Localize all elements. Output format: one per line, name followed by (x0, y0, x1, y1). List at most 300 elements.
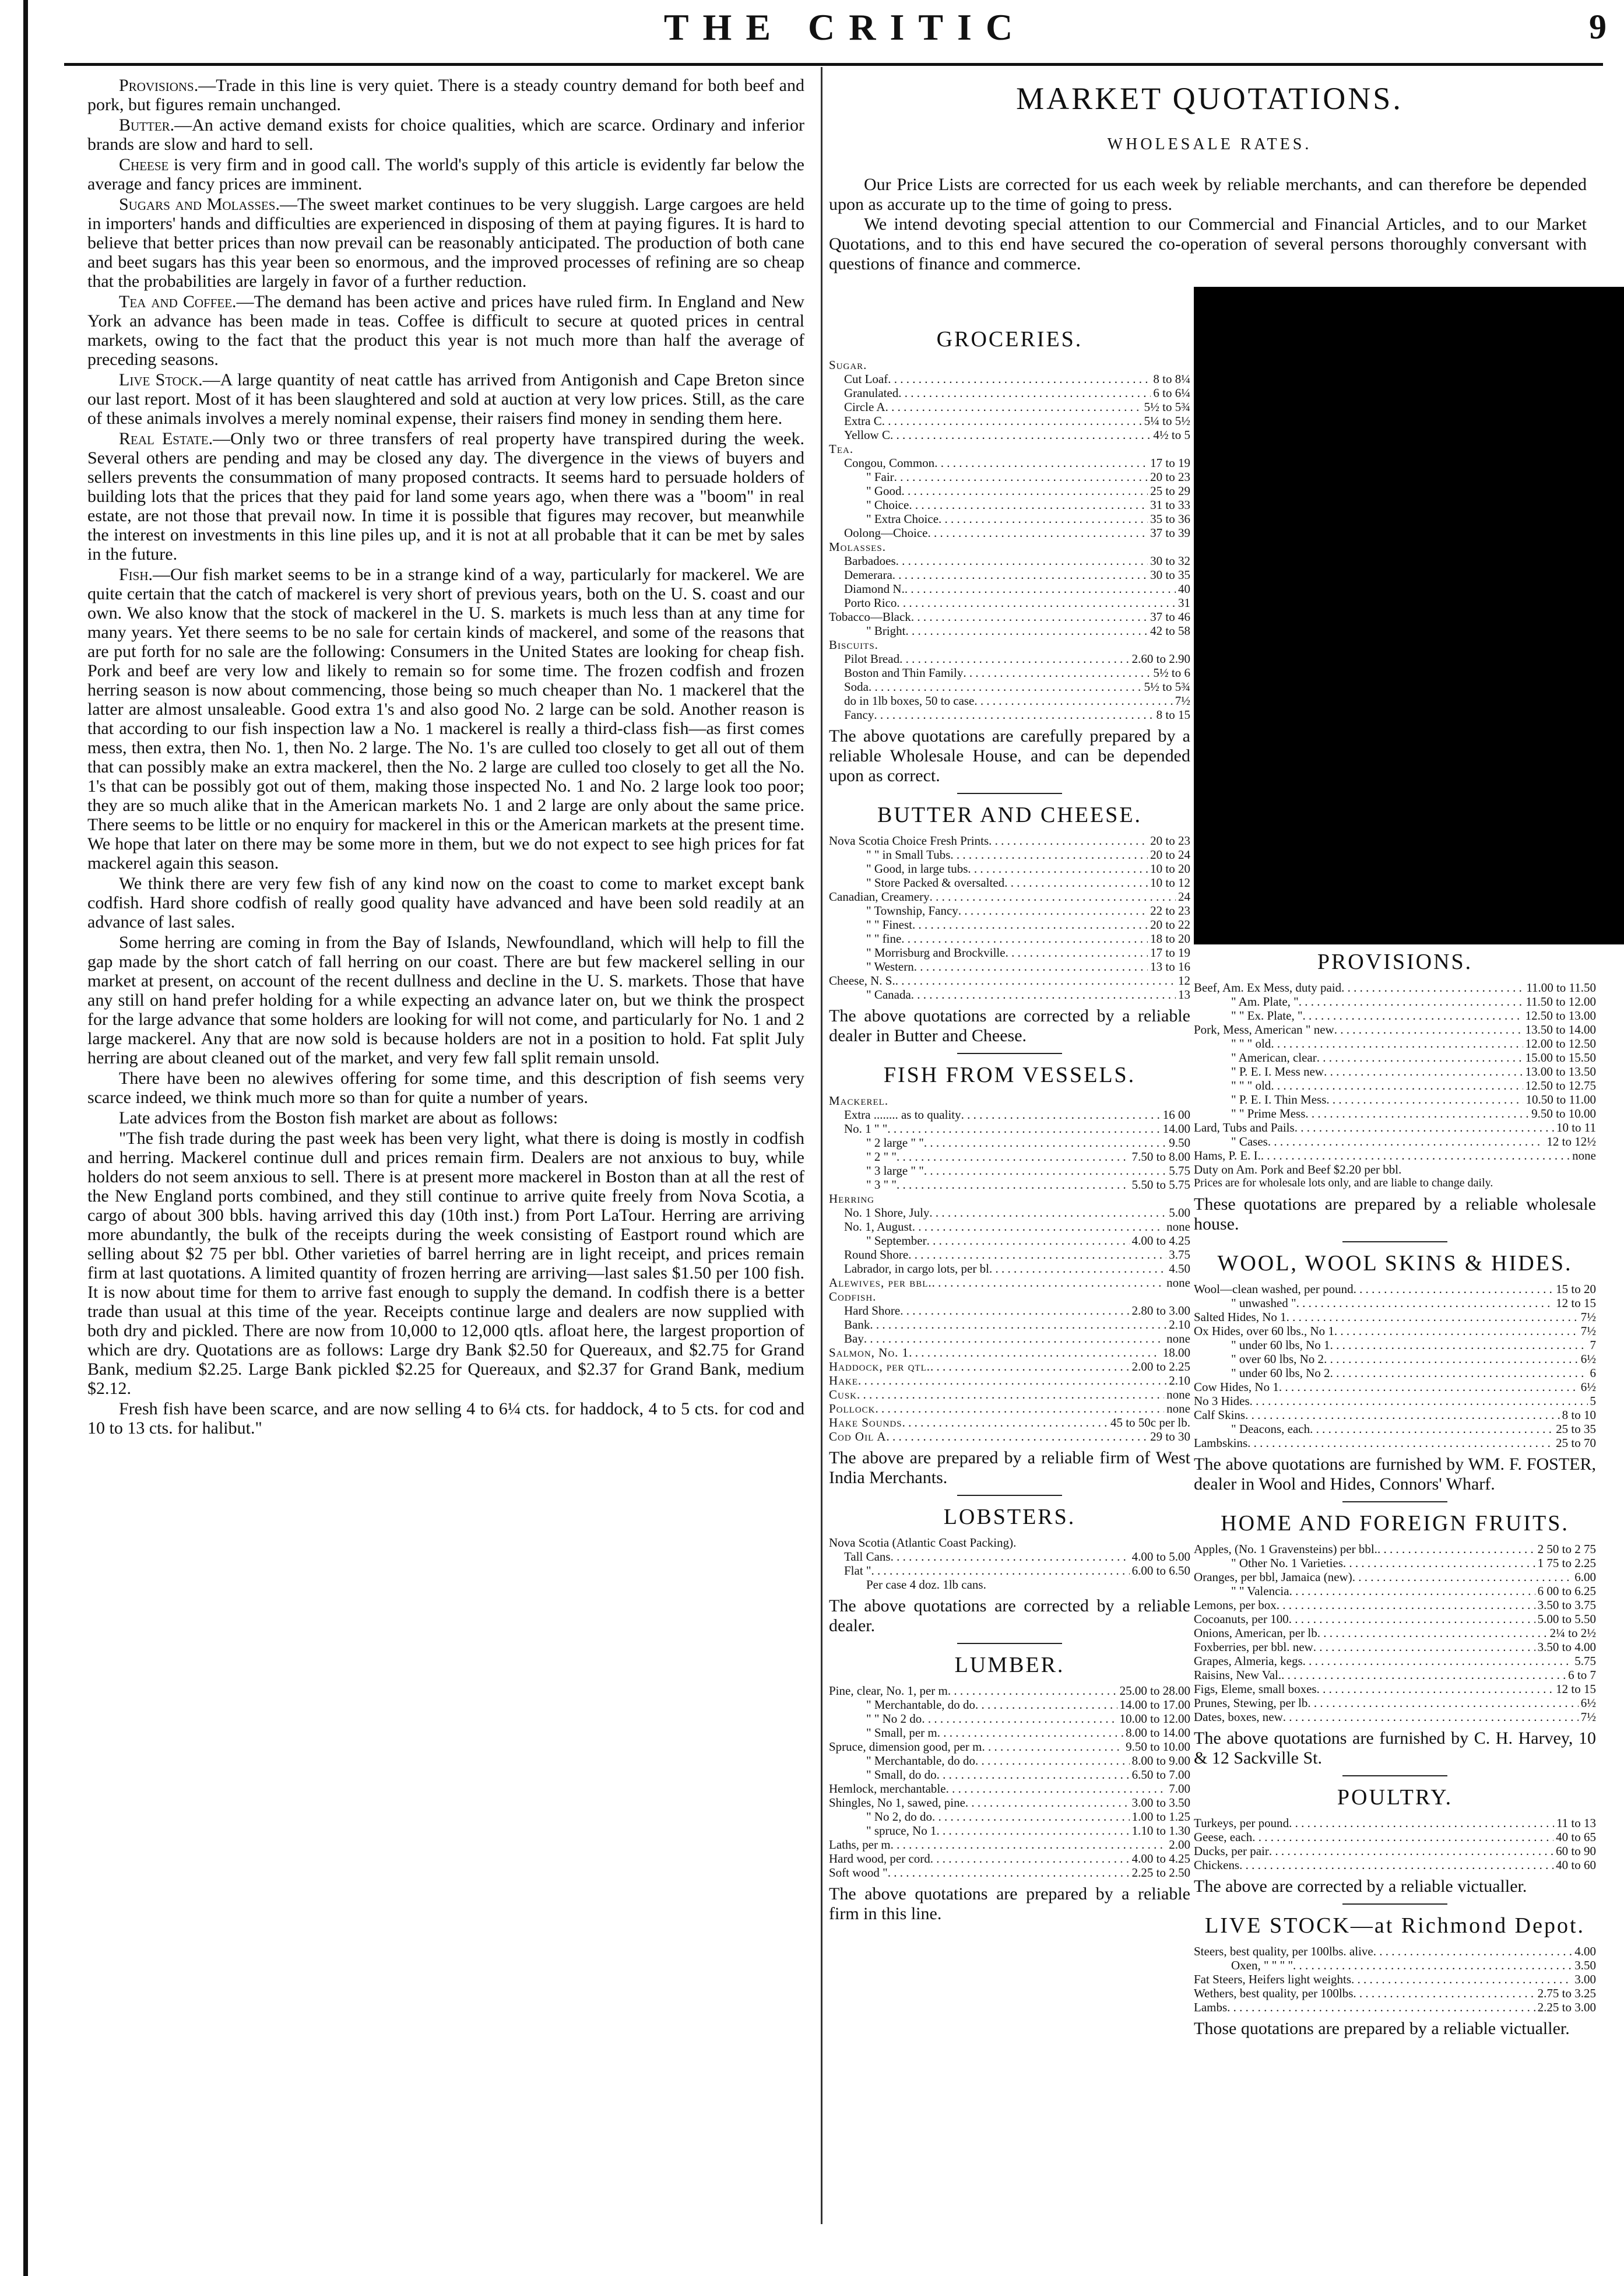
price-row (829, 1782, 1190, 1796)
section-title: HOME AND FOREIGN FRUITS. (1221, 1511, 1569, 1536)
article-paragraph (87, 370, 804, 428)
price-row (829, 960, 1190, 974)
price-row (1194, 1380, 1596, 1394)
leader-dots (1334, 1324, 1579, 1338)
paragraph-lead: Fish. (119, 565, 153, 584)
item-price: 7 (1590, 1338, 1596, 1352)
item-label: Apples, (No. 1 Gravensteins) per bbl. (1194, 1542, 1377, 1556)
item-label: Salted Hides, No 1 (1194, 1310, 1286, 1324)
article-paragraph (87, 874, 804, 932)
price-row (1194, 1121, 1596, 1135)
price-row (829, 988, 1190, 1002)
price-row (829, 638, 1190, 652)
price-section (829, 1062, 1190, 1496)
source-note: The above quotations are furnished by WM. F. FOSTER, dealer in Wool and Hides, Connors' Wharf. (1194, 1455, 1596, 1494)
item-label: " unwashed " (1231, 1296, 1296, 1310)
paragraph-text: —An active demand exists for choice qualities, which are scarce. Ordinary and inferior brands are slow and hard to sell. (87, 115, 804, 154)
item-price: 20 to 23 (1150, 834, 1190, 848)
price-row (829, 1290, 1190, 1304)
leader-dots (975, 1698, 1117, 1712)
price-row (1194, 1037, 1596, 1051)
item-price: 6 (1590, 1366, 1596, 1380)
price-row (829, 1122, 1190, 1136)
item-price: 31 to 33 (1150, 498, 1190, 512)
price-row (829, 1838, 1190, 1852)
leader-dots (1239, 1858, 1553, 1872)
source-note: The above quotations are prepared by a reliable firm in this line. (829, 1884, 1190, 1923)
leader-dots (1330, 1366, 1588, 1380)
item-price: 6 00 to 6.25 (1537, 1584, 1596, 1598)
price-row (829, 1164, 1190, 1178)
price-row (1194, 1107, 1596, 1121)
section-title: LIVE STOCK—at Richmond Depot. (1204, 1913, 1586, 1938)
item-label: Canadian, Creamery (829, 890, 930, 904)
section-title: BUTTER AND CHEESE. (877, 803, 1143, 827)
leader-dots (870, 1318, 1166, 1332)
leader-dots (902, 484, 1148, 498)
item-label: " 3 " " (866, 1178, 897, 1192)
item-label: " 2 large " " (866, 1136, 924, 1150)
price-list-right (1194, 949, 1596, 2039)
leader-dots (1324, 1352, 1579, 1366)
item-label: Chickens (1194, 1858, 1240, 1872)
item-price: 12.50 to 12.75 (1525, 1079, 1596, 1093)
leader-dots (1310, 1422, 1553, 1436)
item-label: " Cases (1231, 1135, 1268, 1148)
item-label: Hard Shore (844, 1304, 901, 1318)
item-label: Soft wood " (829, 1866, 888, 1880)
item-label: " Small, per m (866, 1726, 937, 1740)
item-price: 7.00 (1169, 1782, 1190, 1796)
price-row (829, 1248, 1190, 1262)
leader-dots (938, 512, 1148, 526)
price-row (829, 540, 1190, 554)
item-price: 15 to 20 (1556, 1282, 1596, 1296)
price-row (829, 834, 1190, 848)
item-label: Labrador, in cargo lots, per bl (844, 1262, 989, 1276)
leader-dots (888, 1866, 1130, 1880)
price-section (1194, 1511, 1596, 1776)
leader-dots (924, 1164, 1166, 1178)
item-label: Grapes, Almeria, kegs (1194, 1654, 1303, 1668)
item-price: 29 to 30 (1150, 1429, 1190, 1443)
price-row (1194, 1710, 1596, 1724)
price-row (829, 1698, 1190, 1712)
leader-dots (1343, 1556, 1535, 1570)
item-label: " Merchantable, do do (866, 1754, 976, 1768)
item-label: Cod Oil A (829, 1429, 887, 1443)
leader-dots (874, 708, 1154, 722)
leader-dots (989, 1262, 1166, 1276)
item-label: Salmon, No. 1 (829, 1346, 909, 1360)
item-label: Geese, each (1194, 1830, 1253, 1844)
section-rule (1342, 1241, 1447, 1242)
leader-dots (930, 1360, 1130, 1374)
price-row (829, 890, 1190, 904)
item-price: 37 to 46 (1150, 610, 1190, 624)
item-label: " P. E. I. Mess new (1231, 1065, 1324, 1079)
item-label: Hake Sounds (829, 1416, 902, 1429)
leader-dots (1289, 1584, 1535, 1598)
price-list-middle (829, 326, 1190, 1924)
item-price: 3.50 (1574, 1958, 1596, 1972)
section-rule (957, 1053, 1062, 1054)
section-rule (1342, 1903, 1447, 1905)
item-price: 20 to 22 (1150, 918, 1190, 932)
item-price: 18 to 20 (1150, 932, 1190, 946)
leader-dots (1289, 1612, 1535, 1626)
leader-dots (888, 372, 1151, 386)
item-price: 4.00 to 4.25 (1131, 1852, 1190, 1866)
price-row (1194, 1148, 1596, 1162)
item-price: 7.50 to 8.00 (1131, 1150, 1190, 1164)
item-label: Tall Cans (844, 1550, 891, 1564)
price-row (1194, 1023, 1596, 1037)
price-row (829, 1810, 1190, 1824)
price-row (1194, 981, 1596, 995)
price-row (1194, 1682, 1596, 1696)
section-rule (957, 793, 1062, 794)
item-price: 5 (1590, 1394, 1596, 1408)
leader-dots (1313, 1640, 1535, 1654)
price-row (829, 582, 1190, 596)
item-label: Soda (844, 680, 869, 694)
leader-dots (1293, 1958, 1572, 1972)
item-label: " September (866, 1234, 927, 1248)
item-label: " No 2, do do (866, 1810, 932, 1824)
price-row (829, 358, 1190, 372)
price-row (829, 1740, 1190, 1754)
price-row (1194, 1079, 1596, 1093)
paragraph-text: —Only two or three transfers of real property have transpired during the week. Several others are pending and may be closed any day. The divergence in the views of buyers and sellers prevents the consummation of many proposed contracts. It seems hard to persuade holders of building lots that the prices that they paid for land some years ago, when there was a "boom" in real estate, are not those that prevail now. In time it is possible that figures may recover, but meanwhile the interest on investments in this line piles up, and it is not at all probable that it can be met by sales in the future. (87, 429, 804, 564)
leader-dots (924, 1136, 1166, 1150)
price-row (1194, 995, 1596, 1009)
article-paragraph (87, 76, 804, 114)
price-row (829, 1220, 1190, 1234)
price-row (1194, 1436, 1596, 1450)
leader-dots (1307, 1696, 1578, 1710)
item-label: Nova Scotia (Atlantic Coast Packing). (829, 1536, 1017, 1550)
item-price: 2.10 (1169, 1318, 1190, 1332)
item-price: 7½ (1580, 1710, 1596, 1724)
item-label: Hard wood, per cord (829, 1852, 930, 1866)
item-label: Wool—clean washed, per pound (1194, 1282, 1354, 1296)
item-price: 15.00 to 15.50 (1525, 1051, 1596, 1065)
section-title: FISH FROM VESSELS. (883, 1063, 1136, 1087)
price-row (829, 946, 1190, 960)
leader-dots (914, 960, 1148, 974)
item-price: 2.10 (1169, 1374, 1190, 1388)
price-row (829, 1429, 1190, 1443)
intro-paragraph: We intend devoting special attention to our Commercial and Financial Articles, and to our Market Quotations, and to this end have secured the co-operation of several persons thoroughly conversant with questions of finance and commerce. (829, 215, 1587, 273)
binding-edge (23, 0, 28, 2276)
item-price: 5.00 to 5.50 (1537, 1612, 1596, 1626)
item-price: 12 to 15 (1556, 1296, 1596, 1310)
price-row (1194, 1598, 1596, 1612)
price-row (1194, 1422, 1596, 1436)
item-price: 6 to 7 (1568, 1668, 1596, 1682)
item-label: Beef, Am. Ex Mess, duty paid (1194, 981, 1342, 995)
item-price: 1 75 to 2.25 (1537, 1556, 1596, 1570)
section-title: POULTRY. (1337, 1785, 1453, 1810)
item-price: 25 to 29 (1150, 484, 1190, 498)
source-note: The above quotations are furnished by C. H. Harvey, 10 & 12 Sackville St. (1194, 1729, 1596, 1768)
source-note: These quotations are prepared by a reliable wholesale house. (1194, 1195, 1596, 1234)
price-row (829, 1578, 1190, 1592)
item-label: Porto Rico (844, 596, 897, 610)
price-row (829, 708, 1190, 722)
item-label: Spruce, dimension good, per m (829, 1740, 982, 1754)
paragraph-lead: Provisions. (119, 76, 199, 95)
price-row (829, 1768, 1190, 1782)
price-row (1194, 1009, 1596, 1023)
item-label: " " Finest (866, 918, 912, 932)
redaction-block (1194, 287, 1624, 944)
price-row (829, 1206, 1190, 1220)
price-table (1194, 981, 1596, 1176)
leader-dots (1006, 946, 1148, 960)
item-price: 6½ (1580, 1352, 1596, 1366)
leader-dots (1324, 1065, 1523, 1079)
item-price: 4.00 to 4.25 (1131, 1234, 1190, 1248)
item-label: " " fine (866, 932, 902, 946)
leader-dots (890, 428, 1151, 442)
price-row (829, 1550, 1190, 1564)
leader-dots (894, 470, 1148, 484)
price-row (1194, 1696, 1596, 1710)
price-row (829, 596, 1190, 610)
market-quotations-title: MARKET QUOTATIONS. (1016, 81, 1403, 116)
leader-dots (885, 400, 1142, 414)
item-price: 10.50 to 11.00 (1525, 1093, 1596, 1107)
price-row (1194, 1972, 1596, 1986)
leader-dots (1295, 1121, 1554, 1135)
leader-dots (937, 1726, 1123, 1740)
page-number: 9 (1589, 8, 1607, 46)
item-label: " " " old (1231, 1079, 1271, 1093)
item-label: Cusk (829, 1388, 857, 1402)
item-price: 2.80 to 3.00 (1131, 1304, 1190, 1318)
item-price: 25 to 35 (1556, 1422, 1596, 1436)
item-label: Circle A (844, 400, 885, 414)
leader-dots (876, 1402, 1165, 1416)
leader-dots (899, 652, 1130, 666)
price-row (1194, 1135, 1596, 1148)
source-note: The above are corrected by a reliable victualler. (1194, 1877, 1527, 1896)
item-price: 8 to 15 (1156, 708, 1190, 722)
leader-dots (965, 1796, 1130, 1810)
item-label: Shingles, No 1, sawed, pine (829, 1796, 965, 1810)
item-price: 20 to 24 (1150, 848, 1190, 862)
source-note: Those quotations are prepared by a reliable victualler. (1194, 2019, 1570, 2038)
item-label: Lemons, per box (1194, 1598, 1277, 1612)
price-row (1194, 1830, 1596, 1844)
section-title: PROVISIONS. (1317, 950, 1473, 974)
section-rule (957, 1643, 1062, 1644)
leader-dots (1341, 981, 1524, 995)
price-row (829, 624, 1190, 638)
item-label: Wethers, best quality, per 100lbs (1194, 1986, 1354, 2000)
item-price: 35 to 36 (1150, 512, 1190, 526)
leader-dots (912, 918, 1148, 932)
leader-dots (1299, 995, 1524, 1009)
item-price: 8.00 to 9.00 (1131, 1754, 1190, 1768)
section-rule (957, 1495, 1062, 1496)
item-label: " " " old (1231, 1037, 1271, 1051)
article-paragraph (87, 1129, 804, 1398)
leader-dots (887, 1429, 1148, 1443)
leader-dots (1250, 1394, 1588, 1408)
price-row (829, 526, 1190, 540)
item-price: 30 to 35 (1150, 568, 1190, 582)
item-price: 4½ to 5 (1153, 428, 1190, 442)
leader-dots (974, 694, 1172, 708)
price-row (829, 470, 1190, 484)
leader-dots (1004, 876, 1148, 890)
item-price: 12 (1178, 974, 1190, 988)
section-rule (1342, 1775, 1447, 1776)
item-price: 8.00 to 14.00 (1126, 1726, 1190, 1740)
leader-dots (1261, 1148, 1570, 1162)
item-price: 31 (1178, 596, 1190, 610)
paragraph-text: is very firm and in good call. The world's supply of this article is evidently far below the average and fancy prices are imminent. (87, 155, 804, 194)
article-paragraph (87, 565, 804, 873)
leader-dots (1283, 1710, 1579, 1724)
item-price: 2.25 to 2.50 (1131, 1866, 1190, 1880)
wholesale-rates-subtitle: WHOLESALE RATES. (1107, 135, 1312, 153)
source-note: The above quotations are corrected by a reliable dealer in Butter and Cheese. (829, 1006, 1190, 1045)
leader-dots (1289, 1816, 1554, 1830)
leader-dots (857, 1388, 1164, 1402)
item-label: Lambskins (1194, 1436, 1248, 1450)
item-price: 12 to 15 (1556, 1682, 1596, 1696)
price-row (829, 1754, 1190, 1768)
item-label: Cut Loaf (844, 372, 888, 386)
leader-dots (1271, 1079, 1523, 1093)
paragraph-text: —Our fish market seems to be in a strange kind of a way, particularly for mackerel. We are quite certain that the catch of mackerel is very short of previous years, both on the U. S. coast and our own. We also know that the stock of mackerel in the U. S. markets is much less than at any time for many years. Yet there seems to be no sale for certain kinds of mackerel, and some of the reasons that are put forth for no sale are the following: Consumers in the United States are looking for cheap fish. Pork and beef are very low and likely to remain so for some time. The frozen codfish and frozen herring season is now about commencing, those being so much cheaper than No. 1 mackerel that the latter are almost unsaleable. Good extra 1's and also good No. 2 large can be sold. Another reason is that according to our fish inspection law a No. 1 mackerel is really a third-class fish—as first comes mess, then extra, then No. 1, then No. 2 large. The No. 1's are culled too closely to get all out of them that can possibly make an extra mackerel, then the No. 2 large are culled too closely to get all the No. 1's that can be possibly got out of them, making those inspected No. 1 and No. 2 large look too poor; they are so much alike that in the American markets No. 1 and 2 large are only about the same price. There seems to be little or no enquiry for mackerel in this or the American markets at the present time. We hope that later on there may be some more in them, but we do not expect to see high prices for fat mackerel again this season. (87, 565, 804, 873)
price-row (1194, 1296, 1596, 1310)
price-table (829, 1684, 1190, 1880)
section-title: WOOL, WOOL SKINS & HIDES. (1217, 1251, 1573, 1276)
item-price: 5½ to 5¾ (1144, 680, 1190, 694)
item-label: No. 1 Shore, July (844, 1206, 930, 1220)
item-label: " spruce, No 1 (866, 1824, 937, 1838)
leader-dots (948, 1684, 1117, 1698)
price-section (829, 1504, 1190, 1644)
item-price: none (1166, 1220, 1190, 1234)
section-title: LUMBER. (954, 1653, 1065, 1677)
item-price: 40 (1178, 582, 1190, 596)
leader-dots (1296, 1296, 1554, 1310)
paragraph-text: —The sweet market continues to be very sluggish. Large cargoes are held in importers' hands and difficulties are experienced in disposing of them at paying figures. It is hard to believe that better prices than now prevail can be reasonably anticipated. The production of both cane and beet sugars has this year been so enormous, and the improved processes of refining are so cheap that the probabilities are largely in favor of a further reduction. (87, 195, 805, 291)
leader-dots (1317, 1626, 1548, 1640)
paragraph-lead: Cheese (119, 155, 169, 174)
leader-dots (909, 498, 1148, 512)
item-label: No 3 Hides (1194, 1394, 1250, 1408)
price-row (829, 918, 1190, 932)
leader-dots (896, 554, 1148, 568)
item-price: 30 to 32 (1150, 554, 1190, 568)
leader-dots (946, 1782, 1167, 1796)
leader-dots (1377, 1542, 1535, 1556)
item-label: " over 60 lbs, No 2 (1231, 1352, 1324, 1366)
item-price: 12.50 to 13.00 (1525, 1009, 1596, 1023)
leader-dots (975, 1754, 1130, 1768)
item-price: 42 to 58 (1150, 624, 1190, 638)
item-price: 11.00 to 11.50 (1526, 981, 1596, 995)
price-row (1194, 1324, 1596, 1338)
price-row (829, 1150, 1190, 1164)
price-row (829, 1712, 1190, 1726)
source-note: The above quotations are corrected by a reliable dealer. (829, 1596, 1190, 1635)
item-price: 8 to 10 (1562, 1408, 1596, 1422)
leader-dots (934, 456, 1148, 470)
item-label: Mackerel. (829, 1094, 889, 1108)
item-label: " " No 2 do (866, 1712, 922, 1726)
price-row (829, 1094, 1190, 1108)
item-label: Demerara (844, 568, 892, 582)
item-label: Turkeys, per pound (1194, 1816, 1289, 1830)
header-rule (64, 63, 1603, 66)
price-section (829, 326, 1190, 794)
item-label: Figs, Eleme, small boxes (1194, 1682, 1317, 1696)
item-price: 3.50 to 3.75 (1537, 1598, 1596, 1612)
price-row (829, 1824, 1190, 1838)
price-row (1194, 1556, 1596, 1570)
paragraph-text: Some herring are coming in from the Bay of Islands, Newfoundland, which will help to fill the gap made by the short catch of fall herring on our coast. There are but few mackerel selling in our market at present, on account of the recent dullness and decline in the U. S. markets. Those that have any still on hand prefer holding for a while expecting an advance later on, but we think the prospect for the large advance that some holders are looking for will not come, and particularly for No. 1 and 2 large mackerel. Any that are now sold is because holders are not in a position to hold. Fat split July herring are about cleaned out of the market, and very few fall split remain unsold. (87, 933, 804, 1067)
item-price: 4.00 (1574, 1944, 1596, 1958)
price-table (1194, 1816, 1596, 1872)
leader-dots (891, 1838, 1167, 1852)
price-row (829, 484, 1190, 498)
leader-dots (963, 666, 1151, 680)
leader-dots (898, 386, 1151, 400)
item-price: none (1166, 1332, 1190, 1346)
item-price: 12.00 to 12.50 (1525, 1037, 1596, 1051)
price-section (1194, 1785, 1596, 1905)
item-label: Herring (829, 1192, 874, 1206)
price-row (1194, 1668, 1596, 1682)
paragraph-text: —Trade in this line is very quiet. There is a steady country demand for both beef and pork, but figures remain unchanged. (87, 76, 804, 114)
leader-dots (1354, 1282, 1554, 1296)
item-label: Dates, boxes, new (1194, 1710, 1283, 1724)
item-price: none (1166, 1388, 1190, 1402)
item-label: Extra ........ as to quality (844, 1108, 961, 1122)
price-row (829, 1304, 1190, 1318)
price-section (1194, 1913, 1596, 2039)
price-row (829, 554, 1190, 568)
leader-dots (1269, 1844, 1553, 1858)
item-price: 4.00 to 5.00 (1131, 1550, 1190, 1564)
paragraph-text: Fresh fish have been scarce, and are now selling 4 to 6¼ cts. for haddock, 4 to 5 cts. for cod and 10 to 13 cts. for halibut." (87, 1399, 804, 1438)
item-label: " " Ex. Plate, " (1231, 1009, 1303, 1023)
leader-dots (871, 1564, 1130, 1578)
item-price: 2.60 to 2.90 (1131, 652, 1190, 666)
price-row (1194, 1654, 1596, 1668)
price-row (829, 862, 1190, 876)
price-row (1194, 1352, 1596, 1366)
item-price: 5½ to 5¾ (1144, 400, 1190, 414)
item-label: do in 1lb boxes, 50 to case (844, 694, 975, 708)
leader-dots (1351, 1972, 1572, 1986)
item-price: 12 to 12½ (1546, 1135, 1596, 1148)
item-price: 24 (1178, 890, 1190, 904)
price-row (829, 694, 1190, 708)
leader-dots (968, 862, 1148, 876)
price-row (1194, 1542, 1596, 1556)
leader-dots (1353, 1986, 1535, 2000)
leader-dots (897, 596, 1176, 610)
